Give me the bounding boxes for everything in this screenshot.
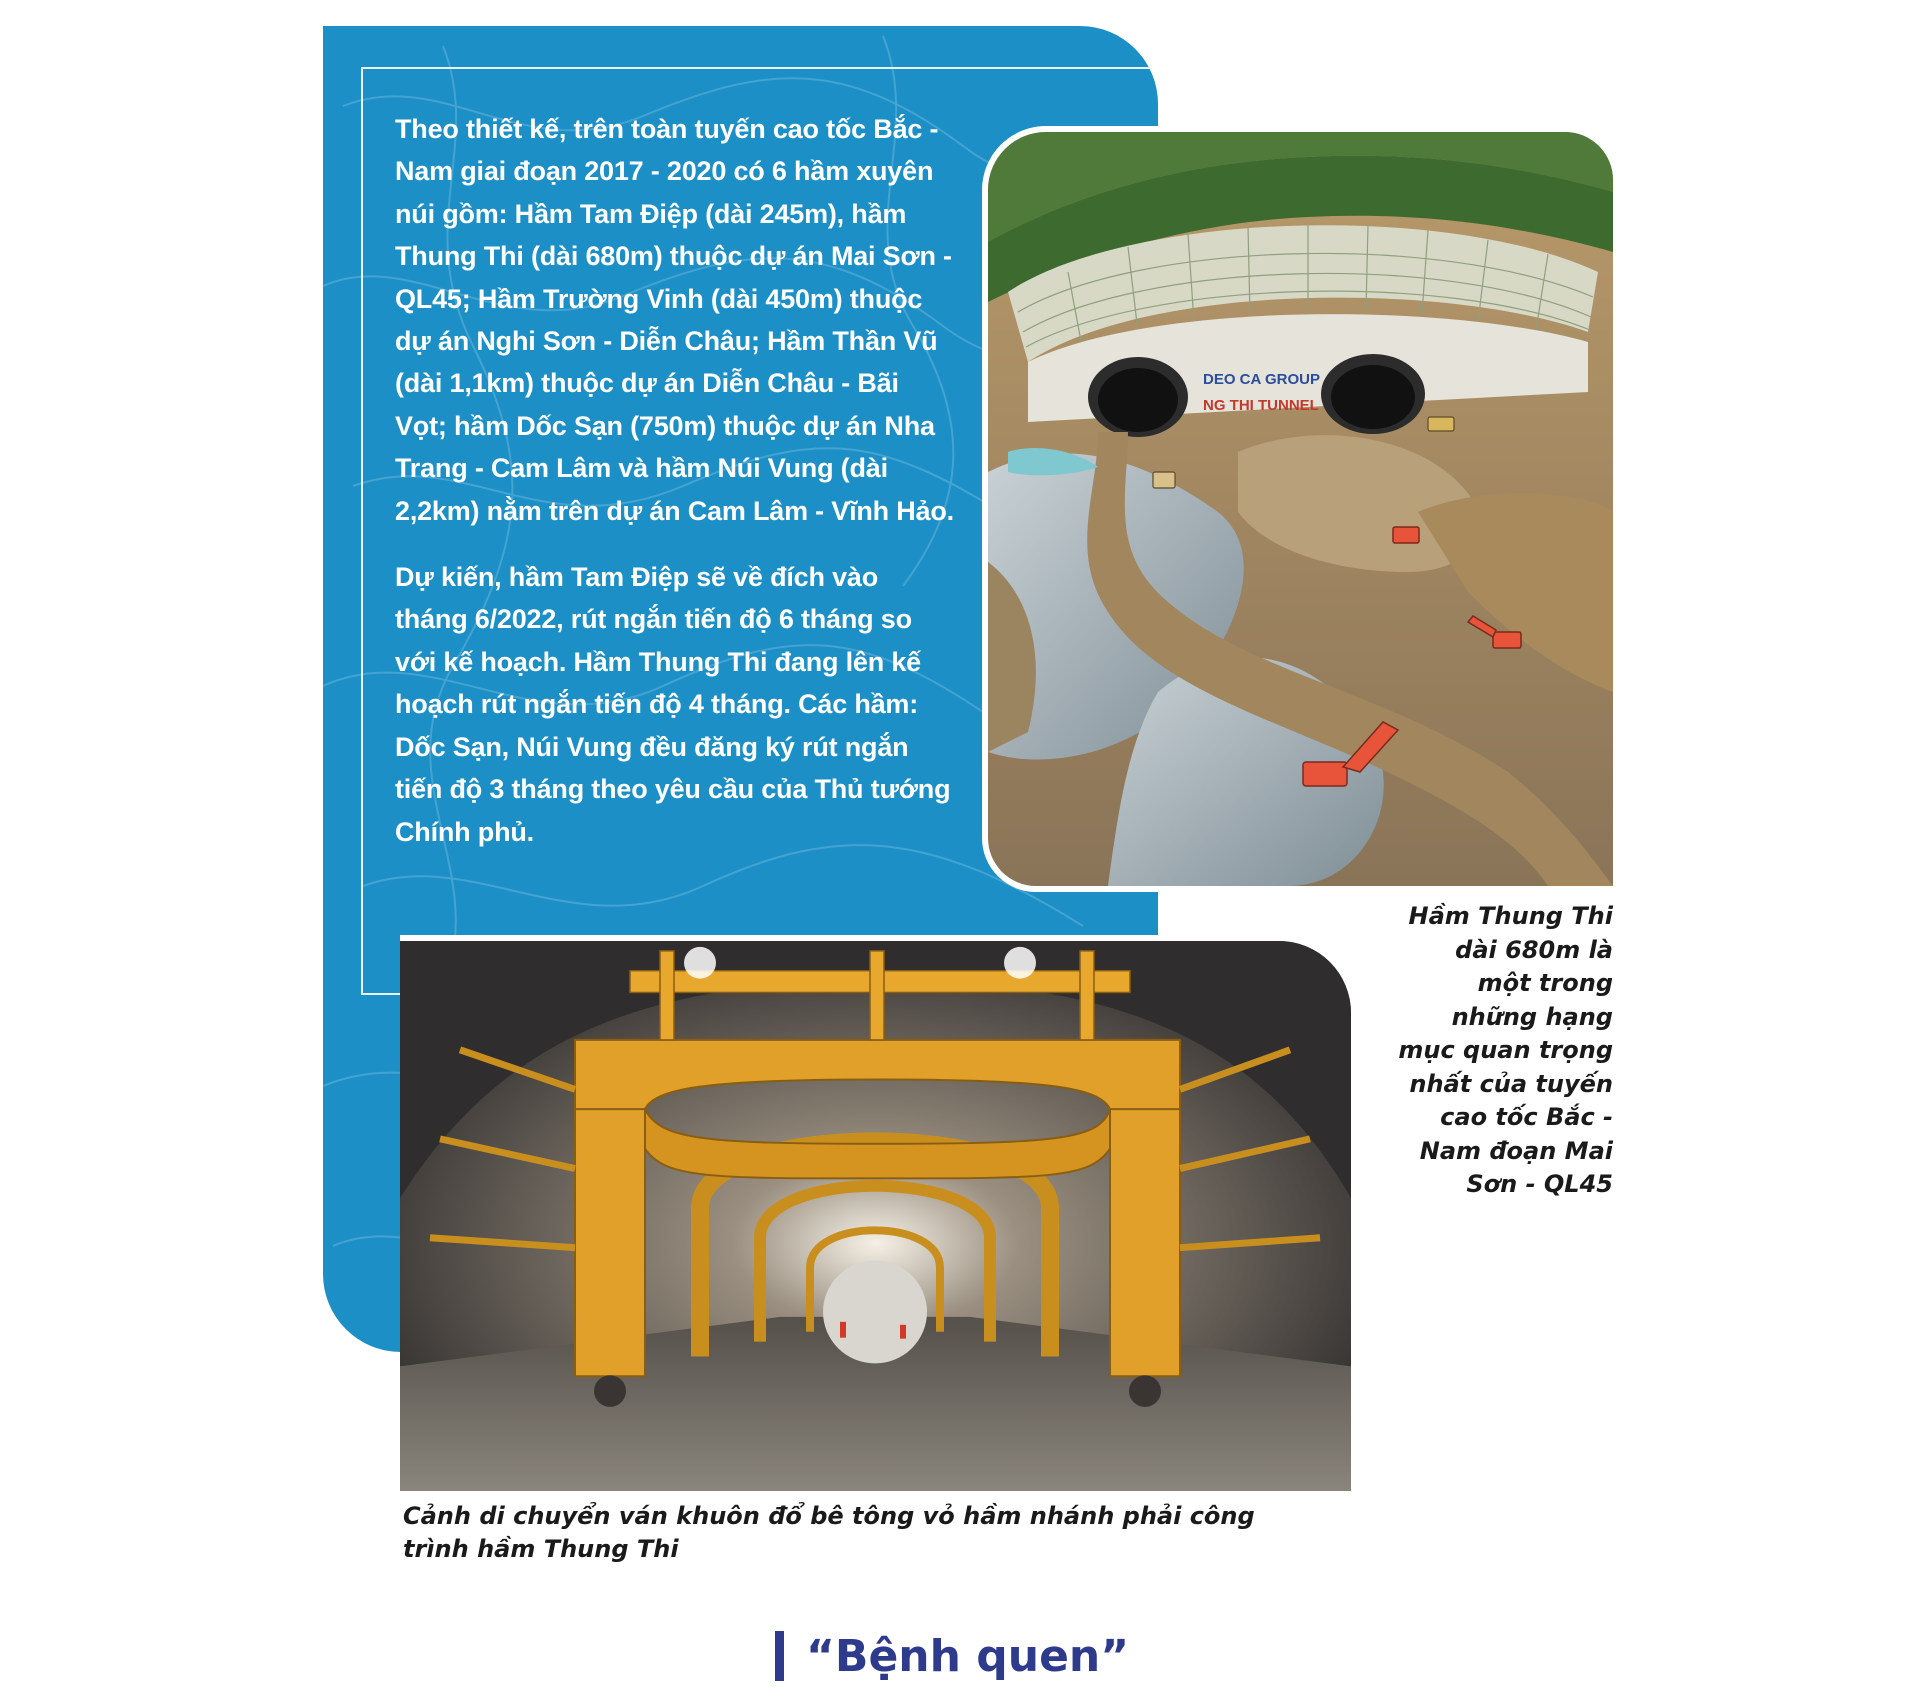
section-heading-text: “Bệnh quen” (806, 1630, 1130, 1682)
tunnel-portal-photo (982, 126, 1619, 892)
portal-sign-line-2: NG THI TUNNEL (1203, 397, 1319, 414)
article-paragraph-2: Dự kiến, hầm Tam Điệp sẽ về đích vào tháng 6/2022, rút ngắn tiến độ 6 tháng so với kế hoạch. Hầm Thung Thi đang lên kế hoạch rút ngắn tiến độ 4 tháng. Các hầm: Dốc Sạn, Núi Vung đều đăng ký rút ngắn tiến độ 3 tháng theo yêu cầu của Thủ tướng Chính phủ. (395, 562, 951, 847)
tunnel-portal-caption: Hầm Thung Thi dài 680m là một trong những hạng mục quan trọng nhất của tuyến cao tốc Bắc - Nam đoạn Mai Sơn - QL45 (1398, 902, 1613, 1198)
tunnel-portal-illustration (988, 132, 1613, 886)
portal-sign-line-1: DEO CA GROUP (1203, 371, 1320, 388)
heading-accent-bar (775, 1631, 784, 1681)
tunnel-formwork-caption: Cảnh di chuyển ván khuôn đổ bê tông vỏ hầm nhánh phải công trình hầm Thung Thi (403, 1502, 1255, 1563)
article-body (395, 108, 955, 877)
section-heading (775, 1628, 1129, 1684)
article-paragraph-1: Theo thiết kế, trên toàn tuyến cao tốc Bắc - Nam giai đoạn 2017 - 2020 có 6 hầm xuyên núi gồm: Hầm Tam Điệp (dài 245m), hầm Thung Thi (dài 680m) thuộc dự án Mai Sơn - QL45; Hầm Trường Vinh (dài 450m) thuộc dự án Nghi Sơn - Diễn Châu; Hầm Thần Vũ (dài 1,1km) thuộc dự án Diễn Châu - Bãi Vọt; hầm Dốc Sạn (750m) thuộc dự án Nha Trang - Cam Lâm và hầm Núi Vung (dài 2,2km) nằm trên dự án Cam Lâm - Vĩnh Hảo. (395, 114, 954, 526)
tunnel-formwork-illustration (400, 941, 1351, 1491)
tunnel-formwork-photo (400, 935, 1357, 1491)
